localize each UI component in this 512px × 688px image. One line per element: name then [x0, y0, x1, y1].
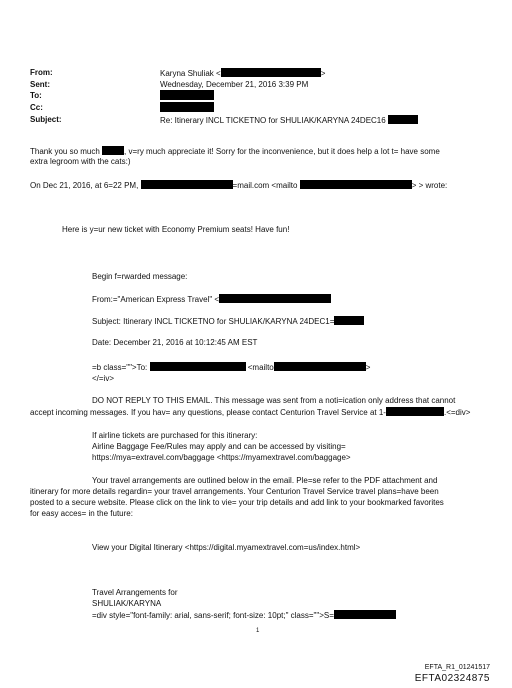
from-close: >	[320, 69, 326, 78]
thanks-rest: , v=ry much appreciate it! Sorry for the inconvenience, but it does help a lot t= have some	[124, 147, 440, 156]
efta-small-id: EFTA_R1_01241517	[424, 664, 490, 671]
redaction-bar	[219, 294, 331, 303]
fwd-from	[92, 294, 331, 305]
redaction-bar	[160, 102, 214, 112]
redaction-bar	[388, 115, 418, 124]
redaction-bar	[102, 146, 124, 155]
arrange-line-1: Your travel arrangements are outlined below in the email. Ple=se refer to the PDF attachment and	[92, 476, 438, 485]
arrange-line-2: itinerary for more details regardin= your travel arrangements. Your Centurion Travel Service travel plans=have been	[30, 487, 439, 496]
noreply-line-1: DO NOT REPLY TO THIS EMAIL. This message was sent from a noti=ication only address that cannot	[92, 396, 456, 405]
quote-attribution	[30, 180, 447, 191]
to-value	[160, 90, 214, 102]
view-itinerary-line: View your Digital Itinerary <https://digital.myamextravel.com=us/index.html>	[92, 543, 361, 552]
begin-forwarded: Begin f=rwarded message:	[92, 272, 188, 281]
subject-value	[160, 115, 418, 126]
div-style-line	[92, 610, 396, 621]
fwd-to-close: >	[365, 363, 371, 372]
quote-suffix: > > wrote:	[411, 181, 448, 190]
redaction-bar	[386, 407, 444, 416]
arrange-line-4: for easy acces= in the future:	[30, 509, 133, 518]
fwd-to-mailto: <mailto	[247, 363, 274, 372]
fwd-from-text: From:="American Express Travel" <	[92, 295, 220, 304]
fwd-div-close: </=iv>	[92, 374, 115, 383]
airline-line-3: https://mya=extravel.com/baggage <https://myamextravel.com/baggage>	[92, 453, 351, 462]
noreply-line-2	[30, 407, 470, 418]
quote-mail: =mail.com <mailto	[232, 181, 298, 190]
arrange-line-3: posted to a secure website. Please click on the link to vie= your trip details and add link to your bookmarked favorites	[30, 498, 444, 507]
redaction-bar	[334, 610, 396, 619]
traveler-name: SHULIAK/KARYNA	[92, 599, 162, 608]
to-label: To:	[30, 91, 42, 100]
fwd-to-text: =b class="">To:	[92, 363, 148, 372]
quote-prefix: On Dec 21, 2016, at 6=22 PM,	[30, 181, 139, 190]
thanks-start: Thank you so much	[30, 147, 100, 156]
fwd-to	[92, 362, 370, 373]
fwd-subject	[92, 316, 364, 327]
redaction-bar	[150, 362, 246, 371]
redaction-bar	[141, 180, 233, 189]
efta-big-id: EFTA02324875	[414, 673, 490, 684]
div-style-text: =div style="font-family: arial, sans-serif; font-size: 10pt;" class="">S=	[92, 611, 334, 620]
new-ticket-line: Here is y=ur new ticket with Economy Premium seats! Have fun!	[62, 225, 290, 234]
redaction-bar	[221, 68, 321, 77]
sent-label: Sent:	[30, 80, 50, 89]
noreply-end: .<=div>	[443, 408, 471, 417]
redaction-bar	[274, 362, 366, 371]
redaction-bar	[160, 90, 214, 100]
redaction-bar	[300, 180, 412, 189]
fwd-subject-text: Subject: Itinerary INCL TICKETNO for SHULIAK/KARYNA 24DEC1=	[92, 317, 335, 326]
redaction-bar	[334, 316, 364, 325]
page-number: 1	[256, 628, 260, 634]
thanks-line-2: extra legroom with the cats:)	[30, 157, 131, 166]
from-value	[160, 68, 325, 79]
cc-label: Cc:	[30, 103, 43, 112]
cc-value	[160, 102, 214, 114]
thanks-line-1	[30, 146, 440, 157]
from-label: From:	[30, 68, 53, 77]
subject-label: Subject:	[30, 115, 62, 124]
fwd-date: Date: December 21, 2016 at 10:12:45 AM EST	[92, 338, 258, 347]
airline-line-1: If airline tickets are purchased for this itinerary:	[92, 431, 258, 440]
airline-line-2: Airline Baggage Fee/Rules may apply and can be accessed by visiting=	[92, 442, 346, 451]
subject-text: Re: Itinerary INCL TICKETNO for SHULIAK/KARYNA 24DEC16	[160, 116, 386, 125]
sent-value: Wednesday, December 21, 2016 3:39 PM	[160, 80, 309, 89]
from-name: Karyna Shuliak <	[160, 69, 221, 78]
noreply-text: accept incoming messages. If you hav= any questions, please contact Centurion Travel Service at 1-	[30, 408, 386, 417]
travel-for-line: Travel Arrangements for	[92, 588, 178, 597]
